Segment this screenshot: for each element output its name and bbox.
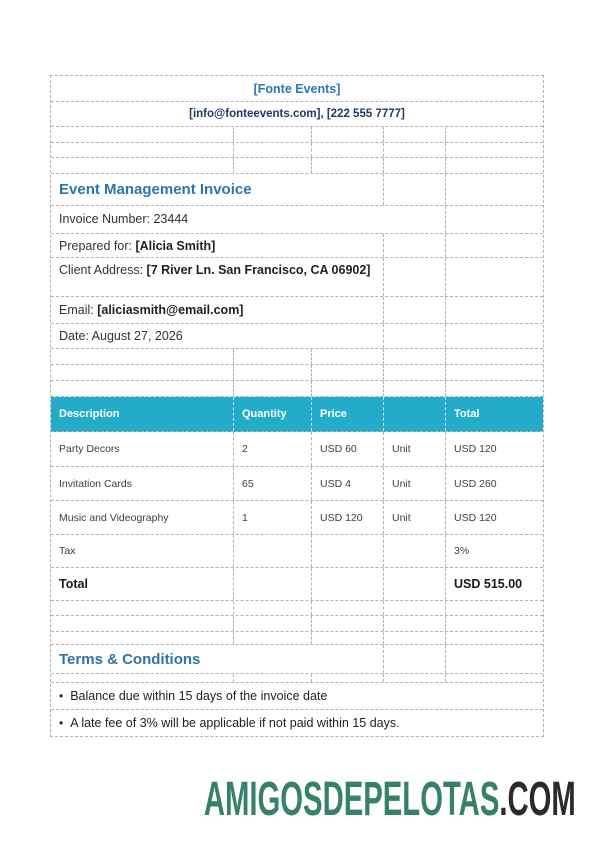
empty-cell	[446, 297, 543, 323]
terms-title: Terms & Conditions	[59, 650, 201, 668]
empty-cell	[446, 258, 543, 296]
empty-cell	[51, 601, 234, 615]
tax-label: Tax	[59, 545, 76, 557]
empty-cell	[51, 143, 234, 157]
item-total: USD 260	[454, 477, 497, 490]
terms-bullet-text: A late fee of 3% will be applicable if not paid within 15 days.	[70, 716, 400, 730]
empty-cell	[312, 127, 384, 142]
terms-title-row	[51, 645, 543, 674]
empty-cell	[51, 674, 234, 682]
empty-cell	[384, 258, 446, 296]
empty-cell	[51, 127, 234, 142]
items-table-header	[51, 397, 543, 432]
footer-logo-suffix: .COM	[499, 773, 576, 826]
empty-cell	[312, 632, 384, 644]
empty-cell	[234, 158, 312, 173]
empty-cell	[446, 174, 543, 205]
item-quantity: 1	[242, 511, 248, 524]
empty-cell	[384, 174, 446, 205]
item-quantity: 2	[242, 443, 248, 455]
client-address-row	[51, 258, 543, 297]
item-unit: Unit	[392, 477, 411, 490]
prepared-for-label: Prepared for:	[59, 239, 136, 253]
empty-cell	[312, 365, 384, 380]
empty-cell	[384, 158, 446, 173]
empty-cell	[312, 381, 384, 396]
empty-cell	[446, 206, 543, 233]
company-row	[51, 76, 543, 102]
item-row	[51, 501, 543, 535]
date-value: August 27, 2026	[91, 328, 183, 343]
empty-cell	[384, 674, 446, 682]
item-total: USD 120	[454, 511, 497, 524]
empty-cell	[312, 143, 384, 157]
empty-cell	[384, 297, 446, 323]
spacer-row	[51, 601, 543, 616]
item-total: USD 120	[454, 443, 497, 455]
footer-logo-primary: AMIGOSDEPELOTAS	[204, 773, 500, 826]
tax-row	[51, 535, 543, 568]
item-row	[51, 467, 543, 501]
spacer-row	[51, 349, 543, 365]
item-description: Music and Videography	[59, 511, 169, 524]
empty-cell	[446, 349, 543, 364]
contact-row	[51, 102, 543, 127]
total-amount: USD 515.00	[454, 577, 523, 591]
item-price: USD 4	[320, 477, 351, 490]
empty-cell	[446, 674, 543, 682]
invoice-number-row	[51, 206, 543, 234]
empty-cell	[312, 674, 384, 682]
bullet-icon: •	[59, 716, 64, 730]
terms-bullet-text: Balance due within 15 days of the invoice date	[70, 689, 328, 703]
empty-cell	[51, 616, 234, 631]
empty-cell	[384, 324, 446, 348]
empty-cell	[384, 365, 446, 380]
empty-cell	[446, 234, 543, 257]
empty-cell	[234, 568, 312, 600]
item-row	[51, 432, 543, 467]
empty-cell	[384, 632, 446, 644]
empty-cell	[312, 601, 384, 615]
client-address-value: [7 River Ln. San Francisco, CA 06902]	[146, 263, 371, 277]
empty-cell	[51, 381, 234, 396]
date-label: Date:	[59, 328, 92, 343]
item-price: USD 60	[320, 443, 357, 455]
invoice-number-label: Invoice Number:	[59, 212, 154, 227]
item-description: Party Decors	[59, 443, 120, 455]
prepared-for-value: [Alicia Smith]	[135, 239, 216, 253]
empty-cell	[234, 143, 312, 157]
col-header-quantity: Quantity	[242, 408, 287, 420]
company-contact: [info@fonteevents.com], [222 555 7777]	[189, 108, 405, 120]
empty-cell	[446, 324, 543, 348]
spacer-row	[51, 143, 543, 158]
empty-cell	[384, 143, 446, 157]
date-row	[51, 324, 543, 349]
empty-cell	[446, 632, 543, 644]
empty-cell	[384, 616, 446, 631]
empty-cell	[384, 645, 446, 673]
invoice-title-row	[51, 174, 543, 206]
empty-cell	[446, 601, 543, 615]
terms-bullet-row	[51, 683, 543, 710]
empty-cell	[312, 568, 384, 600]
invoice-title: Event Management Invoice	[59, 181, 252, 198]
spacer-row	[51, 674, 543, 683]
empty-cell	[446, 645, 543, 673]
spacer-row	[51, 365, 543, 381]
item-quantity: 65	[242, 477, 254, 490]
empty-cell	[234, 601, 312, 615]
empty-cell	[384, 601, 446, 615]
spacer-row	[51, 632, 543, 645]
spacer-row	[51, 616, 543, 632]
empty-cell	[446, 127, 543, 142]
empty-cell	[234, 381, 312, 396]
item-description: Invitation Cards	[59, 477, 132, 490]
empty-cell	[234, 632, 312, 644]
item-price: USD 120	[320, 511, 363, 524]
empty-cell	[384, 349, 446, 364]
empty-cell	[234, 674, 312, 682]
spacer-row	[51, 158, 543, 174]
col-header-total: Total	[454, 408, 480, 420]
item-unit: Unit	[392, 511, 411, 524]
total-label: Total	[59, 577, 88, 591]
footer-logo	[204, 772, 576, 827]
company-name: [Fonte Events]	[253, 81, 341, 96]
empty-cell	[312, 158, 384, 173]
prepared-for-row	[51, 234, 543, 258]
client-address-label: Client Address:	[59, 263, 147, 277]
item-unit: Unit	[392, 443, 411, 455]
bullet-icon: •	[59, 689, 64, 703]
empty-cell	[51, 365, 234, 380]
email-row	[51, 297, 543, 324]
empty-cell	[446, 143, 543, 157]
empty-cell	[384, 234, 446, 257]
empty-cell	[384, 381, 446, 396]
empty-cell	[312, 349, 384, 364]
empty-cell	[234, 365, 312, 380]
empty-cell	[234, 127, 312, 142]
invoice-number-value: 23444	[153, 212, 189, 227]
email-label: Email:	[59, 302, 98, 317]
spacer-row	[51, 127, 543, 143]
empty-cell	[446, 616, 543, 631]
empty-cell	[446, 365, 543, 380]
empty-cell	[51, 632, 234, 644]
email-value: [aliciasmith@email.com]	[97, 302, 244, 317]
col-header-price: Price	[320, 408, 347, 420]
empty-cell	[51, 158, 234, 173]
empty-cell	[384, 568, 446, 600]
total-row	[51, 568, 543, 601]
empty-cell	[384, 127, 446, 142]
tax-rate: 3%	[454, 545, 470, 557]
empty-cell	[234, 616, 312, 631]
col-header-description: Description	[59, 408, 120, 420]
empty-cell	[446, 158, 543, 173]
terms-bullet-row	[51, 710, 543, 736]
empty-cell	[312, 616, 384, 631]
empty-cell	[446, 381, 543, 396]
empty-cell	[51, 349, 234, 364]
empty-cell	[234, 349, 312, 364]
invoice-grid	[50, 75, 544, 737]
spacer-row	[51, 381, 543, 397]
